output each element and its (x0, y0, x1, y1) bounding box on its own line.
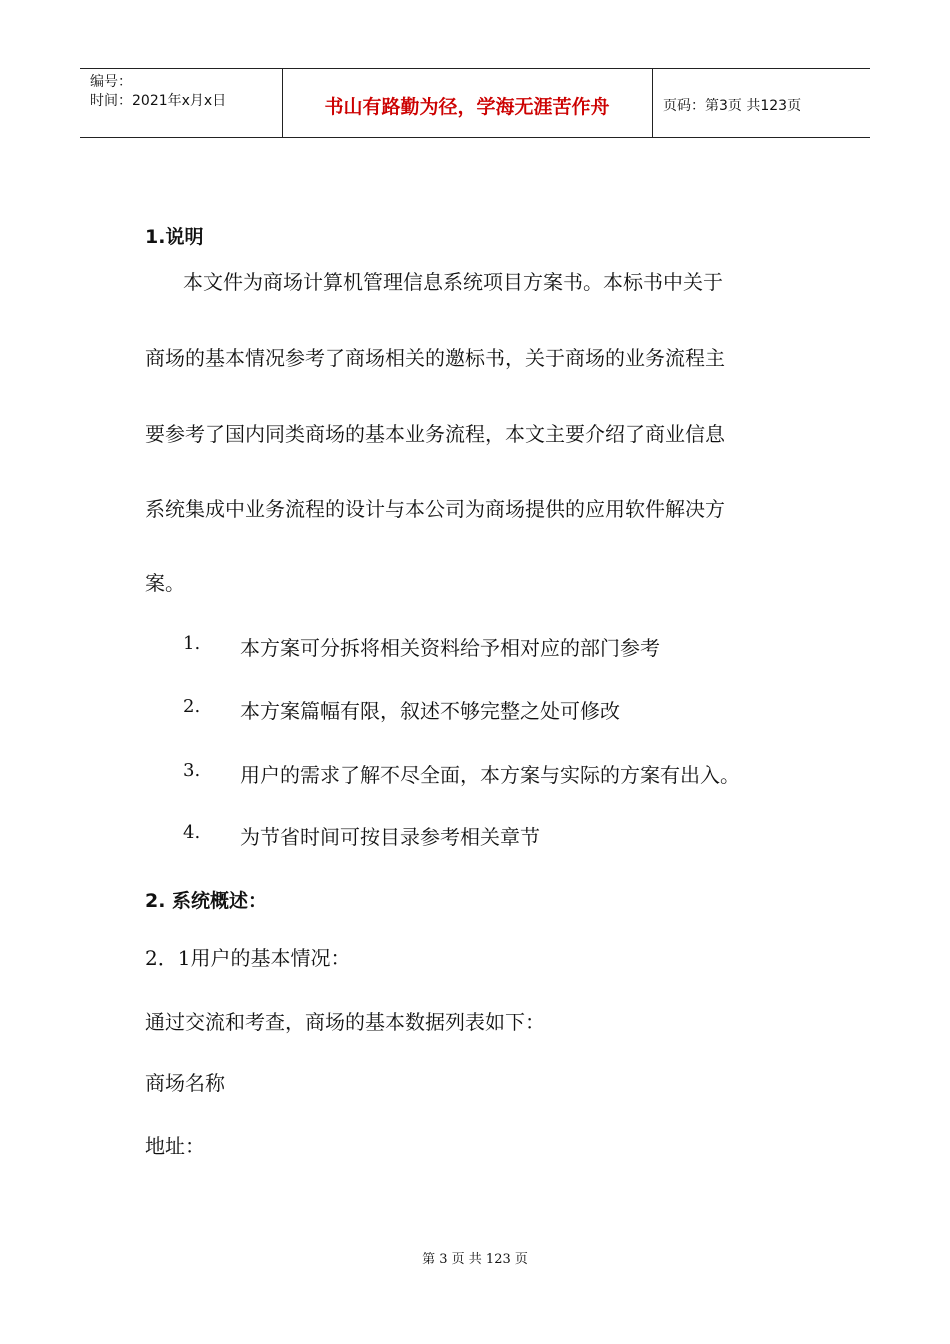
header-motto-cell (282, 69, 653, 137)
body-line: 商场名称 (145, 1071, 225, 1095)
list-item-number: 4. (183, 822, 201, 843)
list-item-number: 1. (183, 633, 201, 654)
section-2-title: 2. 系统概述： (145, 890, 268, 912)
list-item-text: 本方案篇幅有限，叙述不够完整之处可修改 (240, 699, 620, 723)
intro-line: 系统集成中业务流程的设计与本公司为商场提供的应用软件解决方 (145, 497, 725, 521)
list-item-number: 2. (183, 696, 201, 717)
intro-line: 商场的基本情况参考了商场相关的邀标书，关于商场的业务流程主 (145, 346, 725, 370)
intro-line: 案。 (145, 571, 185, 595)
header-page-info: 页码：第3页 共123页 (663, 98, 802, 114)
section-1-title: 1.说明 (145, 226, 204, 248)
document-number-label: 编号： (90, 74, 132, 90)
page-header (80, 68, 870, 138)
section-2-subtitle: 2．1用户的基本情况： (145, 946, 351, 970)
intro-line: 要参考了国内同类商场的基本业务流程，本文主要介绍了商业信息 (145, 422, 725, 446)
list-item-text: 为节省时间可按目录参考相关章节 (240, 825, 540, 849)
intro-line: 本文件为商场计算机管理信息系统项目方案书。本标书中关于 (183, 270, 723, 294)
body-line: 地址： (145, 1134, 205, 1158)
document-time-label: 时间：2021年x月x日 (90, 93, 227, 109)
list-item-text: 本方案可分拆将相关资料给予相对应的部门参考 (240, 636, 660, 660)
header-page-cell (653, 69, 870, 137)
list-item-text: 用户的需求了解不尽全面，本方案与实际的方案有出入。 (240, 763, 740, 787)
header-meta-cell (80, 69, 283, 137)
body-line: 通过交流和考查，商场的基本数据列表如下： (145, 1010, 545, 1034)
page-footer: 第 3 页 共 123 页 (422, 1252, 528, 1267)
header-motto: 书山有路勤为径，学海无涯苦作舟 (324, 96, 610, 118)
list-item-number: 3. (183, 760, 201, 781)
